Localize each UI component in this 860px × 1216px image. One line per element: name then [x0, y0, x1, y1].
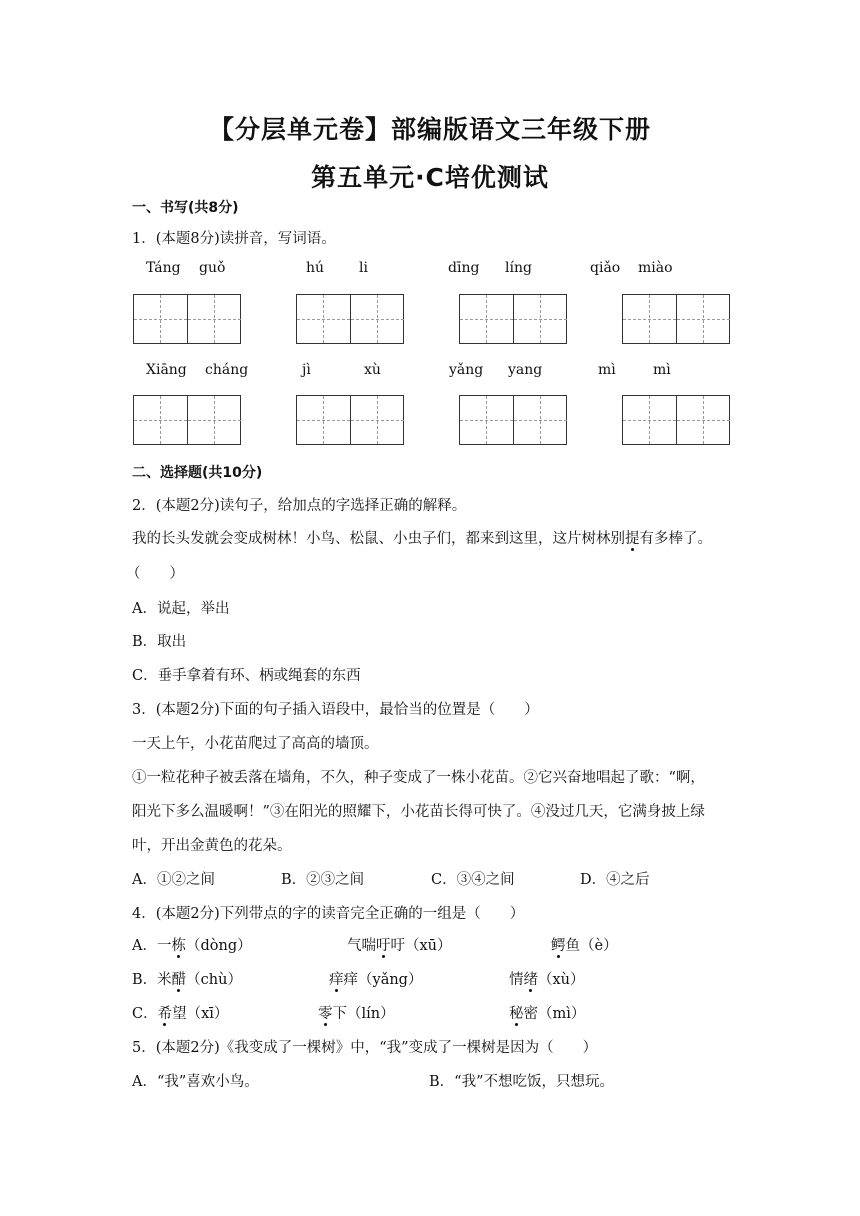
pinyin: yǎng — [449, 362, 484, 378]
answer-paren[interactable]: （ ） — [126, 566, 184, 582]
option-d[interactable]: D．④之后 — [580, 872, 650, 888]
writing-grid[interactable] — [133, 294, 241, 344]
question-3-paragraph: ①一粒花种子被丢落在墙角，不久，种子变成了一株小花苗。②它兴奋地唱起了歌：“啊， — [132, 770, 705, 786]
pinyin: mì — [598, 362, 616, 378]
section-heading-writing: 一、书写(共8分) — [132, 200, 239, 216]
question-3-stem: 3．(本题2分)下面的句子插入语段中，最恰当的位置是（ ） — [132, 702, 539, 718]
pinyin: Xiāng — [146, 362, 187, 378]
pinyin: miào — [638, 260, 673, 276]
option-b[interactable]: B．取出 — [132, 634, 187, 650]
option-a[interactable]: A．“我”喜欢小鸟。 — [132, 1074, 259, 1090]
writing-grid[interactable] — [622, 395, 730, 445]
option-b-item[interactable]: B．米醋（chù） — [132, 968, 242, 989]
writing-grid[interactable] — [622, 294, 730, 344]
pinyin: líng — [505, 260, 532, 276]
pinyin: Táng — [146, 260, 181, 276]
pinyin: mì — [653, 362, 671, 378]
title-line1: 【分层单元卷】部编版语文三年级下册 — [208, 115, 651, 144]
option-a[interactable]: A．说起，举出 — [132, 601, 230, 617]
pinyin: qiǎo — [590, 260, 621, 276]
option-c-item[interactable]: C．希望（xī） — [132, 1002, 228, 1023]
option-a[interactable]: A．①②之间 — [132, 872, 215, 888]
pinyin: jì — [302, 362, 311, 378]
title-line2: 第五单元·C培优测试 — [311, 163, 549, 192]
option-b-item: 痒痒（yǎng） — [329, 968, 422, 989]
option-b-item: 情绪（xù） — [509, 968, 585, 989]
option-a-item: 气喘吁吁（xū） — [347, 934, 452, 955]
pinyin: dīng — [448, 260, 480, 276]
writing-grid[interactable] — [133, 395, 241, 445]
option-b[interactable]: B．②③之间 — [281, 872, 365, 888]
option-c-item: 零下（lín） — [318, 1002, 395, 1023]
section-heading-choice: 二、选择题(共10分) — [132, 465, 263, 481]
question-2-stem: 2．(本题2分)读句子，给加点的字选择正确的解释。 — [132, 498, 467, 514]
pinyin: hú — [306, 260, 325, 276]
option-a-item[interactable]: A．一栋（dòng） — [132, 934, 252, 955]
question-4-stem: 4．(本题2分)下列带点的字的读音完全正确的一组是（ ） — [132, 906, 525, 922]
question-5-stem: 5．(本题2分)《我变成了一棵树》中，“我”变成了一棵树是因为（ ） — [132, 1040, 598, 1056]
question-3-paragraph: 阳光下多么温暖啊！”③在阳光的照耀下，小花苗长得可快了。④没过几天，它满身披上绿 — [132, 804, 705, 820]
option-b[interactable]: B．“我”不想吃饭，只想玩。 — [429, 1074, 614, 1090]
question-2-sentence: 我的长头发就会变成树林！小鸟、松鼠、小虫子们，都来到这里，这片树林别提有多棒了。 — [132, 527, 712, 548]
writing-grid[interactable] — [459, 395, 567, 445]
writing-grid[interactable] — [296, 395, 404, 445]
pinyin: li — [359, 260, 368, 276]
option-c-item: 秘密（mì） — [509, 1002, 585, 1023]
option-c[interactable]: C．③④之间 — [431, 872, 515, 888]
pinyin: yang — [508, 362, 543, 378]
option-c[interactable]: C．垂手拿着有环、柄或绳套的东西 — [132, 668, 361, 684]
writing-grid[interactable] — [459, 294, 567, 344]
option-a-item: 鳄鱼（è） — [551, 934, 618, 955]
question-1-stem: 1．(本题8分)读拼音，写词语。 — [132, 231, 336, 247]
writing-grid[interactable] — [296, 294, 404, 344]
pinyin: guǒ — [199, 260, 226, 276]
pinyin: xù — [364, 362, 381, 378]
pinyin: cháng — [205, 362, 249, 378]
question-3-insert: 一天上午，小花苗爬过了高高的墙顶。 — [132, 736, 379, 752]
question-3-paragraph: 叶，开出金黄色的花朵。 — [132, 838, 292, 854]
